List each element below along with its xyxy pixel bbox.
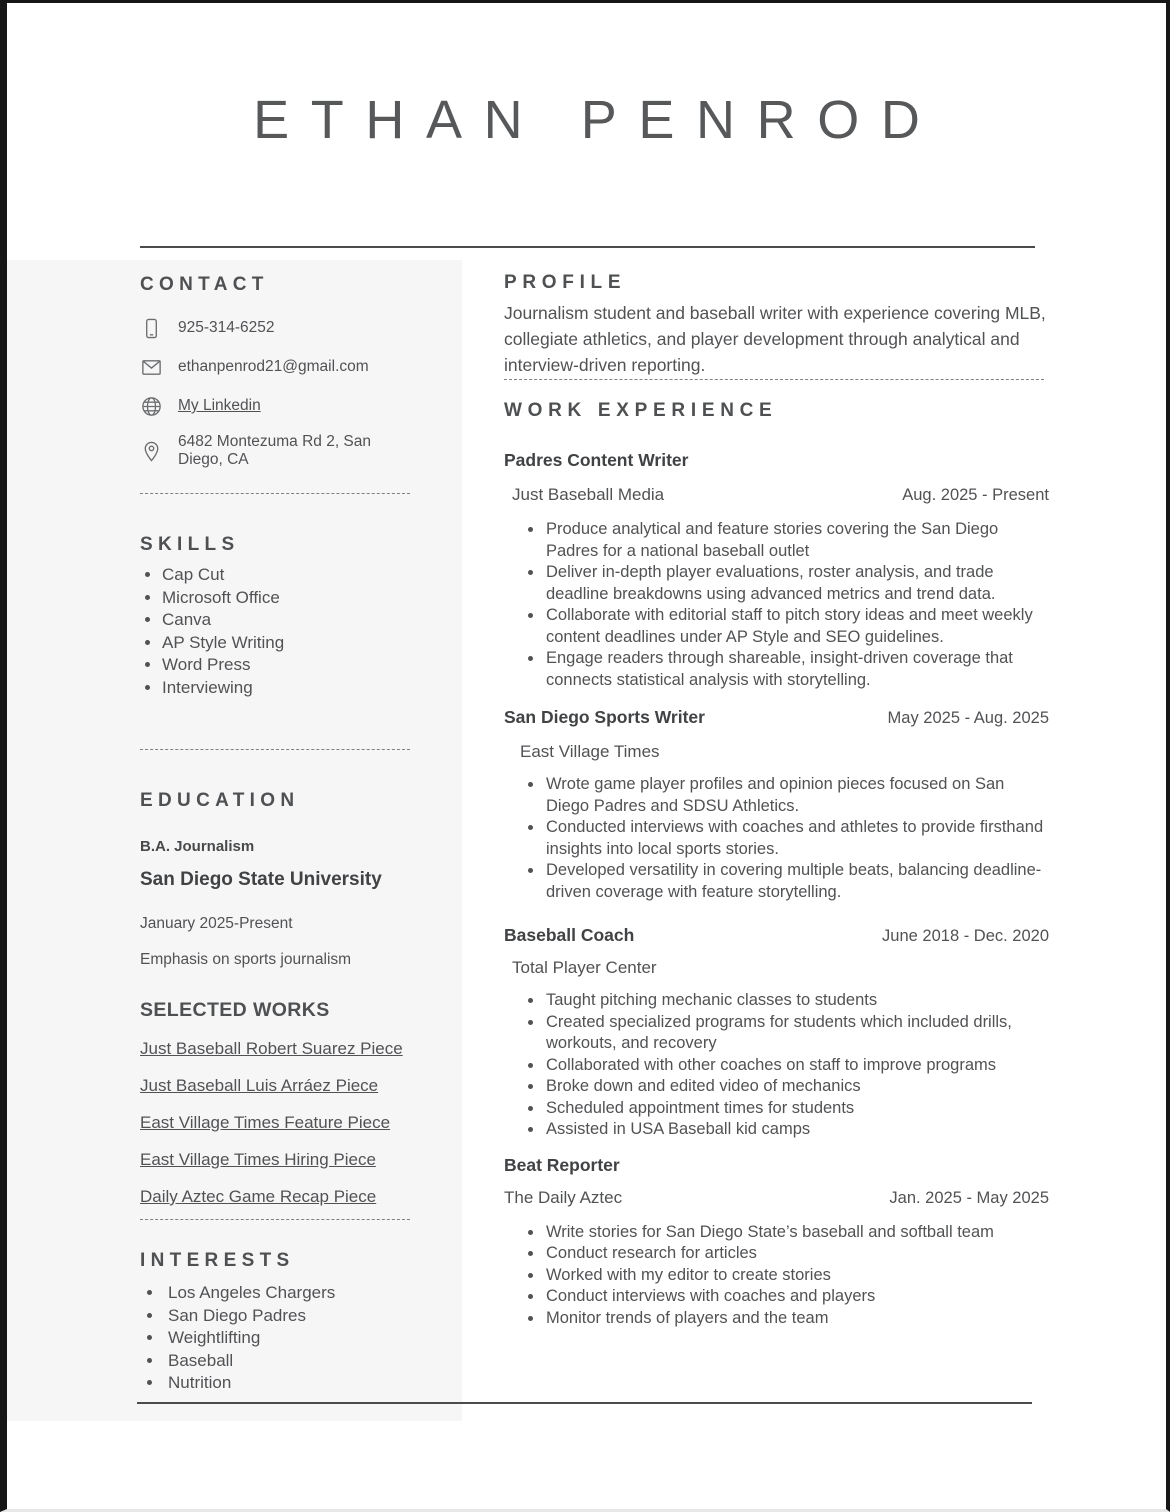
bullet-item: • Produce analytical and feature stories covering the San Diego Padres for a national baseball outlet	[544, 519, 1049, 562]
horizontal-rule-bottom	[137, 1402, 1032, 1404]
sidebar	[7, 260, 462, 1421]
bullet-item: • Worked with my editor to create stories	[544, 1265, 1049, 1287]
job-dates: June 2018 - Dec. 2020	[882, 927, 1049, 945]
job-company: East Village Times	[520, 742, 660, 761]
job-bullets	[504, 774, 1049, 903]
education-heading: EDUCATION	[140, 790, 300, 811]
bullet-item: • Conduct research for articles	[544, 1243, 1049, 1265]
globe-icon	[140, 395, 163, 418]
job-baseball-coach	[504, 925, 1049, 1141]
bullet-item: • Scheduled appointment times for students	[544, 1098, 1049, 1120]
bullet-item: • Deliver in-depth player evaluations, roster analysis, and trade deadline breakdowns using advanced metrics and trend data.	[544, 562, 1049, 605]
selected-work-link[interactable]: Just Baseball Robert Suarez Piece	[140, 1039, 403, 1058]
job-dates: May 2025 - Aug. 2025	[887, 709, 1049, 727]
bullet-item: • Engage readers through shareable, insight-driven coverage that connects statistical analysis with storytelling.	[544, 648, 1049, 691]
job-beat-reporter	[504, 1155, 1049, 1330]
job-company: Total Player Center	[512, 958, 657, 977]
job-dates: Aug. 2025 - Present	[902, 486, 1049, 504]
job-title: Beat Reporter	[504, 1154, 620, 1175]
bullet-item: • Conduct interviews with coaches and players	[544, 1286, 1049, 1308]
email-icon	[140, 356, 163, 379]
job-company-row	[504, 1188, 1049, 1208]
main-column	[504, 260, 1099, 1329]
bullet-item: • Conducted interviews with coaches and athletes to provide firsthand insights into local sports stories.	[544, 817, 1049, 860]
contact-row-address	[140, 433, 410, 469]
horizontal-rule-top	[140, 246, 1035, 248]
job-title-row	[504, 925, 1049, 946]
interest-item: • Los Angeles Chargers	[164, 1282, 410, 1305]
bullet-item: • Created specialized programs for students which included drills, workouts, and recovery	[544, 1012, 1049, 1055]
phone-icon	[140, 317, 163, 340]
degree: B.A. Journalism	[140, 838, 255, 855]
phone-number: 925-314-6252	[178, 319, 275, 336]
bullet-item: • Taught pitching mechanic classes to students	[544, 990, 1049, 1012]
bullet-item: • Monitor trends of players and the team	[544, 1308, 1049, 1330]
page-title: ETHAN PENROD	[253, 90, 942, 150]
job-title: Baseball Coach	[504, 925, 635, 945]
linkedin-link[interactable]: My Linkedin	[178, 397, 261, 414]
job-bullets	[504, 1222, 1049, 1330]
job-title: San Diego Sports Writer	[504, 707, 705, 727]
contact-row-phone	[140, 316, 410, 340]
dashed-divider	[140, 493, 410, 494]
interests-list	[140, 1282, 410, 1395]
interest-item: • Baseball	[164, 1350, 410, 1373]
skill-item: • Canva	[162, 609, 410, 632]
bullet-item: • Collaborated with other coaches on staff to improve programs	[544, 1055, 1049, 1077]
dashed-divider	[504, 379, 1044, 380]
skill-item: • Word Press	[162, 654, 410, 677]
profile-heading: PROFILE	[504, 272, 627, 293]
email-address: ethanpenrod21@gmail.com	[178, 358, 369, 375]
contact-row-email	[140, 355, 410, 379]
work-experience-heading: WORK EXPERIENCE	[504, 400, 778, 421]
skills-list	[140, 564, 410, 699]
selected-work-link[interactable]: East Village Times Feature Piece	[140, 1113, 391, 1132]
job-dates: Jan. 2025 - May 2025	[889, 1188, 1049, 1207]
job-company: Just Baseball Media	[512, 485, 665, 504]
bullet-item: • Wrote game player profiles and opinion pieces focused on San Diego Padres and SDSU Athletics.	[544, 774, 1049, 817]
dashed-divider	[140, 1219, 410, 1220]
selected-work-link[interactable]: East Village Times Hiring Piece	[140, 1150, 376, 1169]
job-bullets	[504, 990, 1049, 1141]
contact-heading: CONTACT	[140, 274, 269, 295]
bullet-item: • Assisted in USA Baseball kid camps	[544, 1119, 1049, 1141]
interests-heading: INTERESTS	[140, 1250, 295, 1271]
job-company: The Daily Aztec	[504, 1187, 623, 1207]
school-name: San Diego State University	[140, 869, 382, 890]
education-dates: January 2025-Present	[140, 915, 293, 932]
education-emphasis: Emphasis on sports journalism	[140, 951, 352, 968]
job-padres-content-writer	[504, 450, 1049, 691]
jobs-list	[504, 450, 1049, 1329]
bullet-item: • Write stories for San Diego State’s baseball and softball team	[544, 1222, 1049, 1244]
bullet-item: • Broke down and edited video of mechanics	[544, 1076, 1049, 1098]
dashed-divider	[140, 749, 410, 750]
selected-work-link[interactable]: Daily Aztec Game Recap Piece	[140, 1187, 377, 1206]
job-san-diego-sports-writer	[504, 707, 1049, 903]
contact-row-linkedin	[140, 394, 410, 418]
bullet-item: • Developed versatility in covering multiple beats, balancing deadline-driven coverage with feature storytelling.	[544, 860, 1049, 903]
street-address: 6482 Montezuma Rd 2, San Diego, CA	[178, 433, 372, 468]
contact-list	[140, 316, 410, 469]
job-company-row	[504, 485, 1049, 505]
bullet-item: • Collaborate with editorial staff to pitch story ideas and meet weekly content deadlines under AP Style and SEO guidelines.	[544, 605, 1049, 648]
skill-item: • Interviewing	[162, 677, 410, 700]
selected-work-link[interactable]: Just Baseball Luis Arráez Piece	[140, 1076, 379, 1095]
location-pin-icon	[140, 440, 163, 463]
job-title: Padres Content Writer	[504, 450, 689, 470]
skill-item: • Microsoft Office	[162, 587, 410, 610]
skill-item: • AP Style Writing	[162, 632, 410, 655]
interest-item: • Nutrition	[164, 1372, 410, 1395]
skills-heading: SKILLS	[140, 534, 240, 555]
job-title-row	[504, 707, 1049, 728]
interest-item: • Weightlifting	[164, 1327, 410, 1350]
profile-text: Journalism student and baseball writer with experience covering MLB, collegiate athletics, and player development through analytical and interview-driven reporting.	[504, 303, 1046, 375]
job-bullets	[504, 519, 1049, 691]
interest-item: • San Diego Padres	[164, 1305, 410, 1328]
selected-works-heading: SELECTED WORKS	[140, 999, 330, 1021]
skill-item: • Cap Cut	[162, 564, 410, 587]
